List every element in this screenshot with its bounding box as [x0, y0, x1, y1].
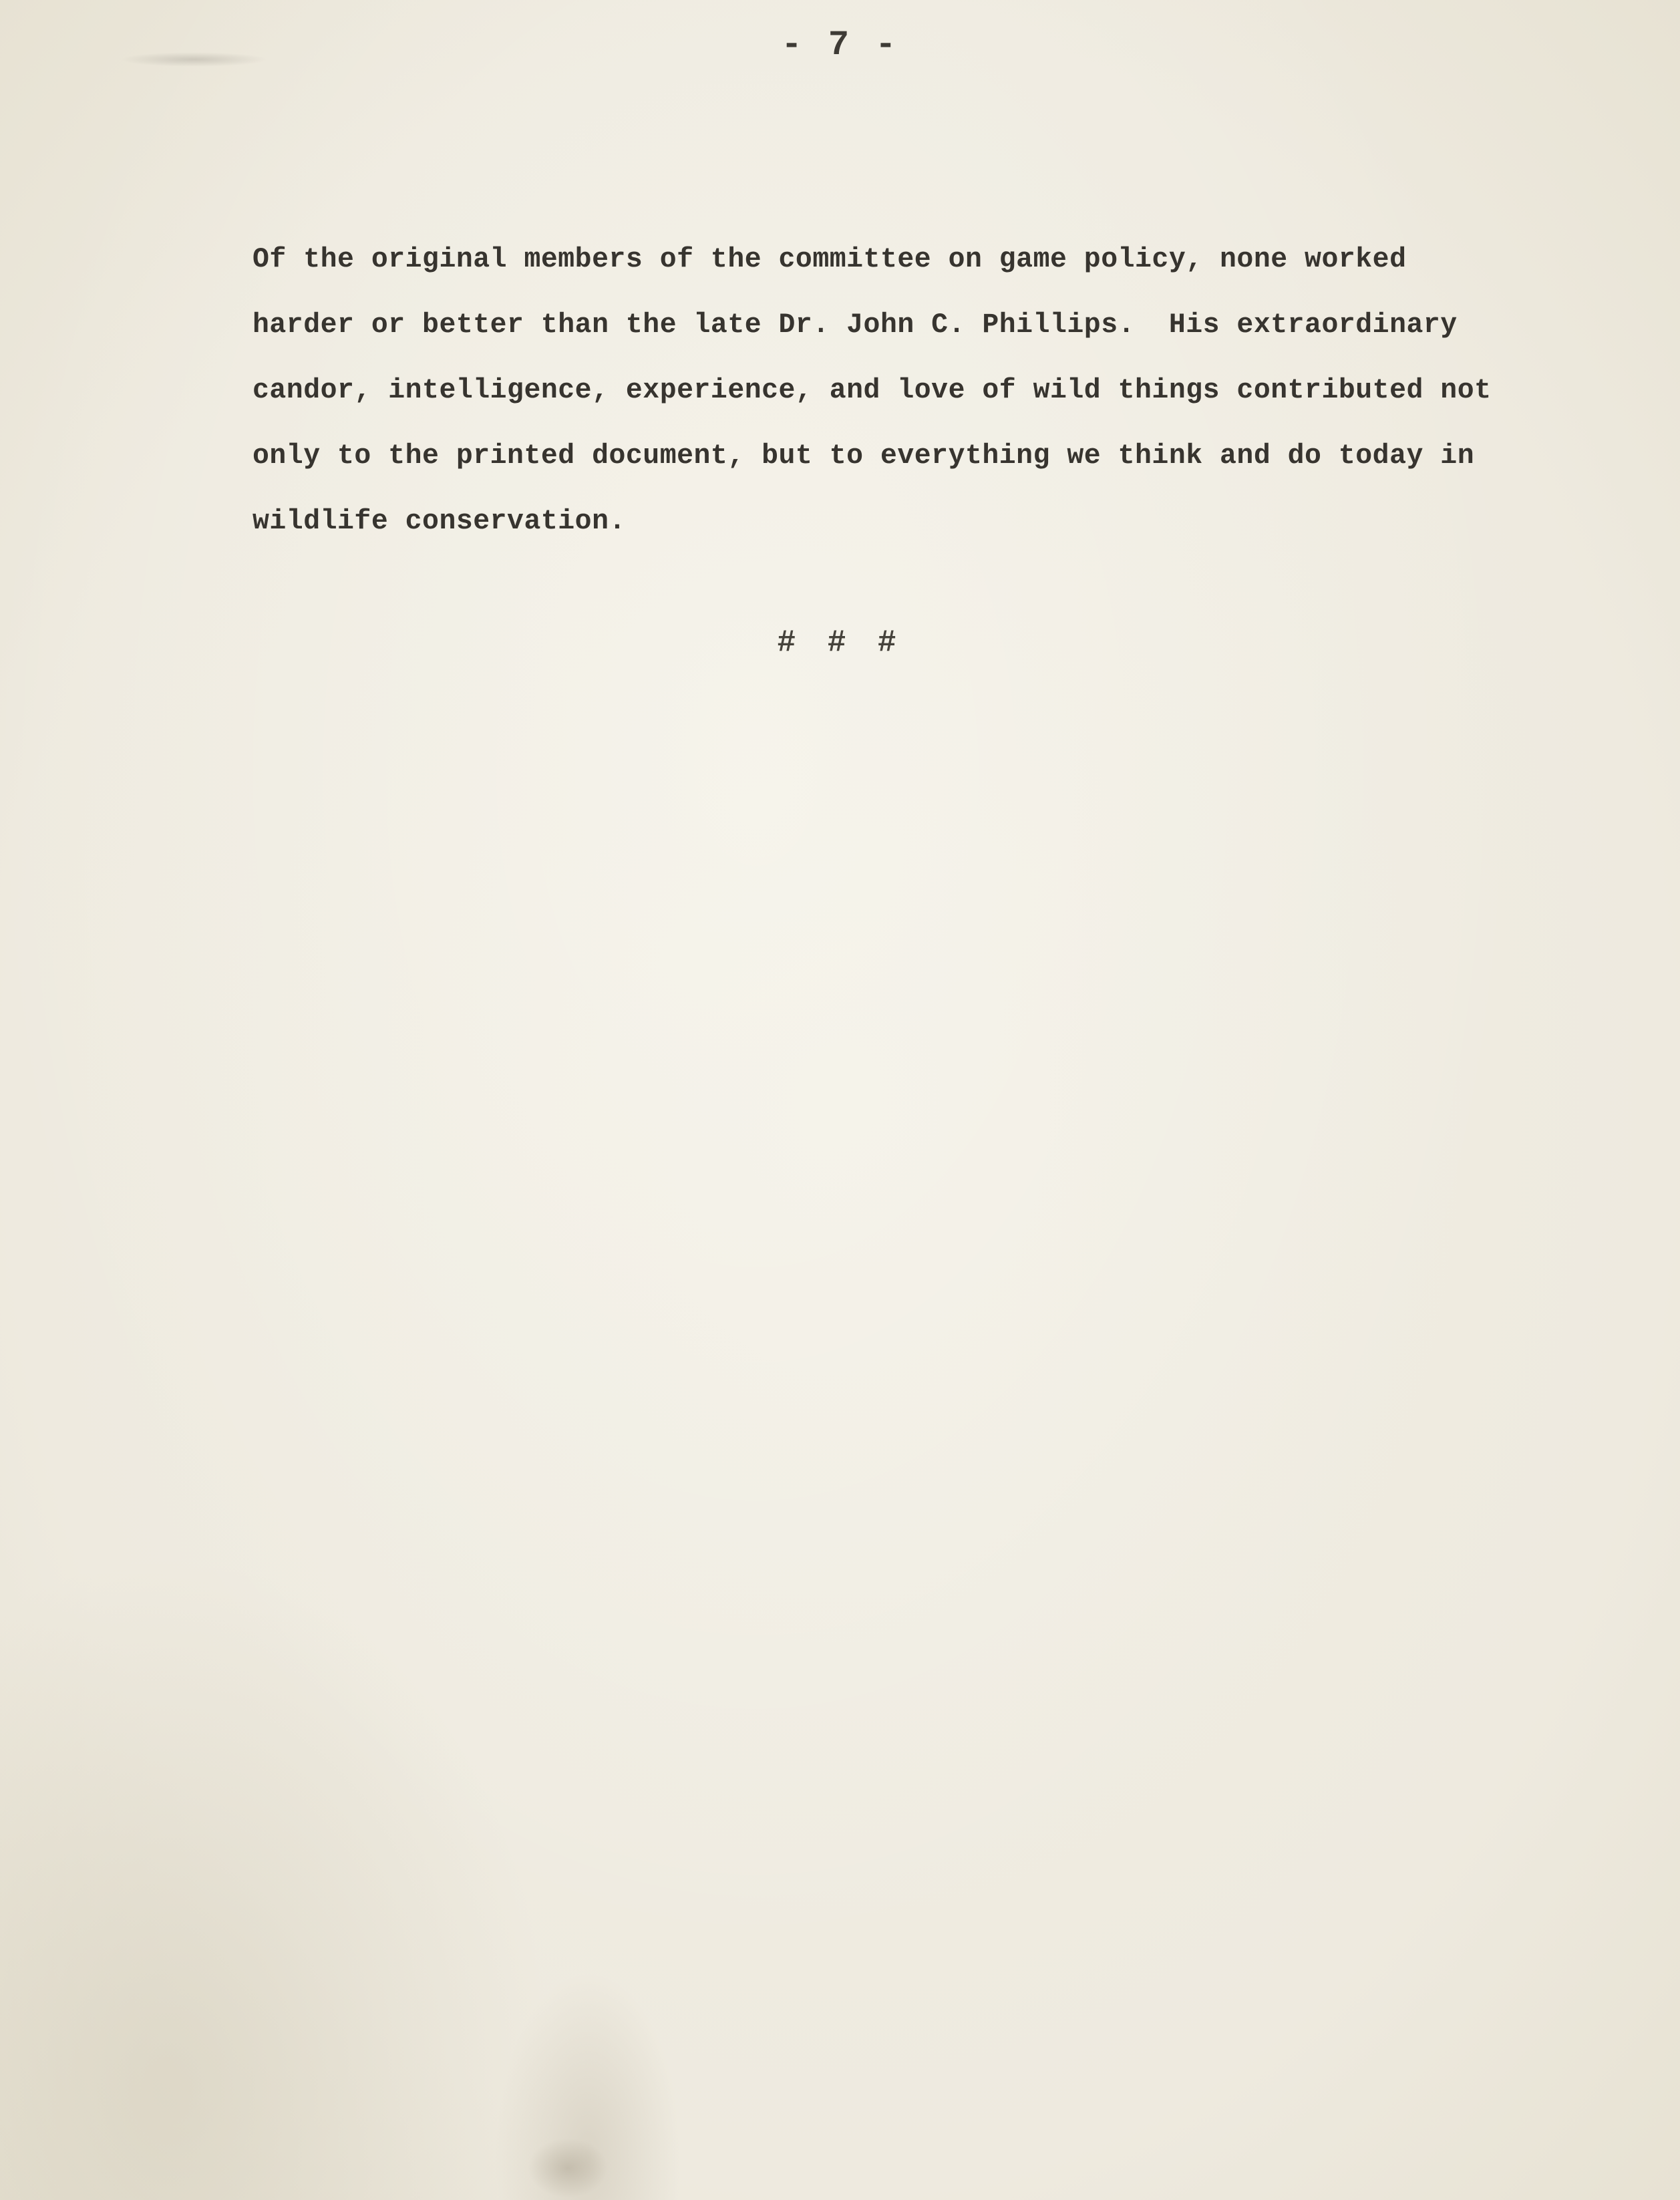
paragraph-line: Of the original members of the committee on game policy, none worked: [253, 244, 1407, 275]
page-number: - 7 -: [781, 25, 899, 65]
paragraph-line: harder or better than the late Dr. John C. Phillips. His extraordinary: [253, 309, 1458, 341]
end-of-document-mark: # # #: [777, 625, 903, 660]
paper-smudge: [528, 2138, 608, 2198]
paragraph-line: only to the printed document, but to everything we think and do today in: [253, 440, 1475, 472]
paragraph-line: candor, intelligence, experience, and love of wild things contributed not: [253, 375, 1492, 406]
paragraph-line: wildlife conservation.: [253, 506, 626, 537]
body-paragraph: [253, 227, 1508, 555]
